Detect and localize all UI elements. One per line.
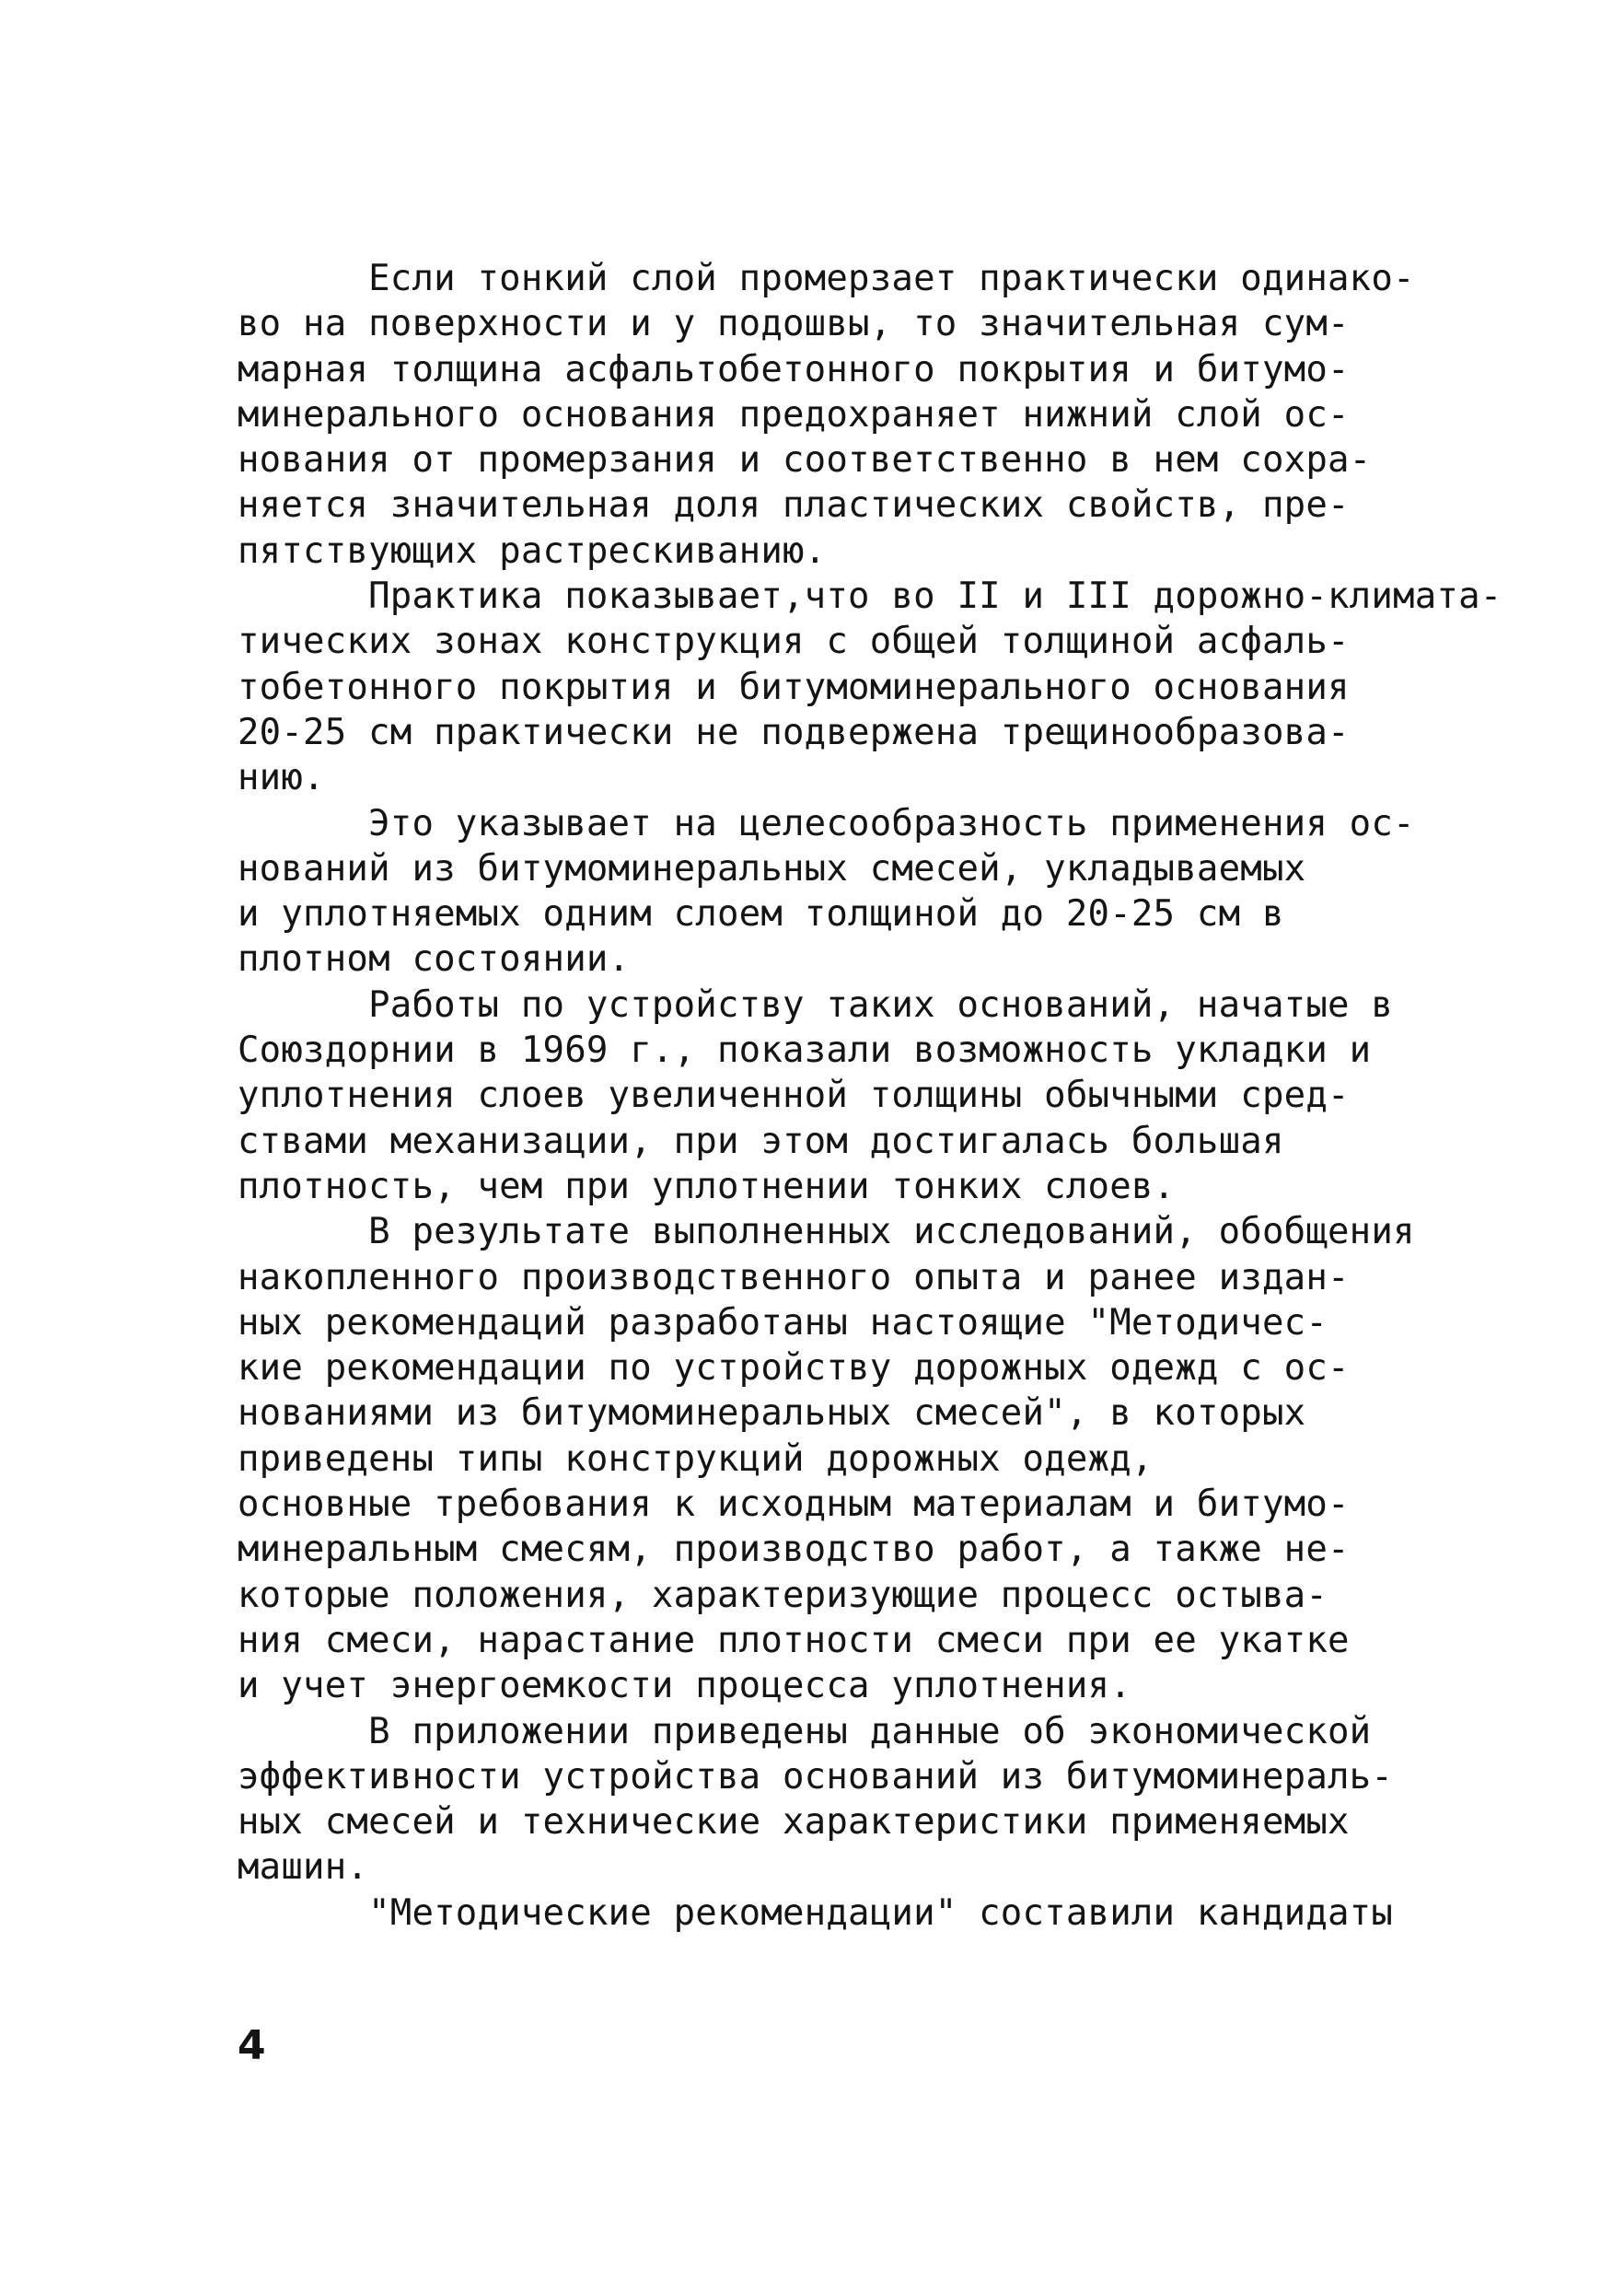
text-line: тических зонах конструкция с общей толщиной асфаль- bbox=[238, 621, 1350, 663]
text-line: В приложении приведены данные об экономической bbox=[238, 1710, 1372, 1752]
text-line: тобетонного покрытия и битумоминерального основания bbox=[238, 666, 1350, 708]
text-line: пятствующих растрескиванию. bbox=[238, 529, 827, 572]
text-line: ных смесей и технические характеристики применяемых bbox=[238, 1801, 1350, 1844]
text-line: нований из битумоминеральных смесей, укладываемых bbox=[238, 847, 1306, 890]
text-line: плотном состоянии. bbox=[238, 938, 631, 981]
text-line: Работы по устройству таких оснований, начатые в bbox=[238, 983, 1394, 1026]
page-number: 4 bbox=[238, 2022, 266, 2069]
text-line: кие рекомендации по устройству дорожных одежд с ос- bbox=[238, 1347, 1350, 1390]
text-line: во на поверхности и у подошвы, то значительная сум- bbox=[238, 303, 1350, 345]
text-line: эффективности устройства оснований из битумоминераль- bbox=[238, 1755, 1394, 1798]
text-line: основные требования к исходным материалам и битумо- bbox=[238, 1483, 1350, 1526]
text-line: нию. bbox=[238, 757, 325, 799]
text-line: марная толщина асфальтобетонного покрытия и битумо- bbox=[238, 348, 1350, 390]
text-line: ния смеси, нарастание плотности смеси при ее укатке bbox=[238, 1619, 1350, 1661]
text-line: Союздорнии в 1969 г., показали возможность укладки и bbox=[238, 1030, 1372, 1072]
body-text bbox=[238, 256, 1502, 1936]
text-line: 20-25 см практически не подвержена трещинообразова- bbox=[238, 711, 1350, 753]
text-line: минерального основания предохраняет нижний слой ос- bbox=[238, 393, 1350, 436]
text-line: минеральным смесям, производство работ, а также не- bbox=[238, 1529, 1350, 1571]
text-line: накопленного производственного опыта и ранее издан- bbox=[238, 1256, 1350, 1298]
text-line: уплотнения слоев увеличенной толщины обычными сред- bbox=[238, 1075, 1350, 1117]
text-line: и учет энергоемкости процесса уплотнения. bbox=[238, 1665, 1131, 1707]
text-line: Практика показывает,что во II и III дорожно-климата- bbox=[238, 576, 1502, 618]
text-line: "Методические рекомендации" составили кандидаты bbox=[238, 1891, 1394, 1934]
text-line: и уплотняемых одним слоем толщиной до 20-25 см в bbox=[238, 893, 1284, 936]
text-line: ствами механизации, при этом достигалась большая bbox=[238, 1120, 1284, 1162]
text-line: Это указывает на целесообразность применения ос- bbox=[238, 802, 1415, 844]
text-line: плотность, чем при уплотнении тонких слоев. bbox=[238, 1165, 1176, 1207]
text-line: В результате выполненных исследований, обобщения bbox=[238, 1211, 1415, 1253]
text-line: няется значительная доля пластических свойств, пре- bbox=[238, 484, 1350, 527]
text-line: нованиями из битумоминеральных смесей", в которых bbox=[238, 1392, 1306, 1435]
text-line: ных рекомендаций разработаны настоящие "Методичес- bbox=[238, 1301, 1328, 1344]
text-line: приведены типы конструкций дорожных одежд, bbox=[238, 1437, 1154, 1480]
text-line: нования от промерзания и соответственно в нем сохра- bbox=[238, 439, 1372, 482]
text-line: машин. bbox=[238, 1846, 369, 1889]
text-line: Если тонкий слой промерзает практически одинако- bbox=[238, 258, 1415, 299]
text-line: которые положения, характеризующие процесс остыва- bbox=[238, 1574, 1328, 1616]
